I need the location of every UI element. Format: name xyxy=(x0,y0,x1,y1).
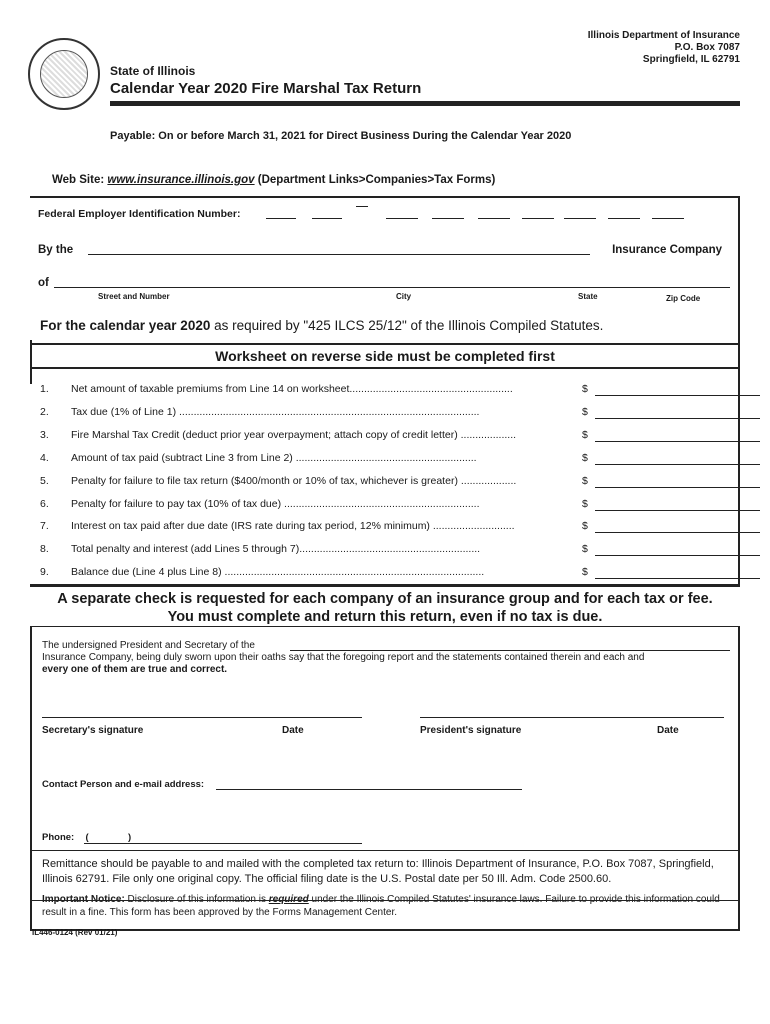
line-text: Net amount of taxable premiums from Line 14 on worksheet........................................................ xyxy=(71,383,513,395)
box-right-border xyxy=(738,626,740,931)
attestation-line1: The undersigned President and Secretary of the xyxy=(42,640,255,651)
city-label: City xyxy=(396,292,412,301)
amount-field[interactable] xyxy=(595,395,760,396)
state-label: State of Illinois xyxy=(110,64,196,78)
amount-field[interactable] xyxy=(595,441,760,442)
fein-field[interactable] xyxy=(564,218,596,219)
fein-separator xyxy=(356,206,368,207)
attestation-line2: Insurance Company, being duly sworn upon their oaths say that the foregoing report and the statements contained therein and each and xyxy=(42,652,645,663)
secretary-signature-field[interactable] xyxy=(42,717,362,718)
separate-check-notice xyxy=(30,590,740,626)
notice-post: result in a fine. This form has been approved by the Forms Management Center. xyxy=(42,907,397,918)
fein-field[interactable] xyxy=(652,218,684,219)
section-divider xyxy=(30,584,740,587)
line-number: 7. xyxy=(40,520,49,532)
website-link[interactable]: www.insurance.illinois.gov xyxy=(107,174,255,186)
line-row xyxy=(40,406,720,422)
line-number: 9. xyxy=(40,566,49,578)
line-number: 6. xyxy=(40,498,49,510)
phone-label: Phone: xyxy=(42,832,75,843)
amount-field[interactable] xyxy=(595,418,760,419)
line-number: 8. xyxy=(40,543,49,555)
line-text: Tax due (1% of Line 1) ....................................................................................................... xyxy=(71,406,480,418)
dollar-sign: $ xyxy=(582,543,588,555)
line-row xyxy=(40,429,720,445)
phone-paren-close: ) xyxy=(127,832,132,843)
form-number: IL446-0124 (Rev 01/21) xyxy=(32,928,118,937)
of-label: of xyxy=(38,277,49,289)
agency-name: Illinois Department of Insurance xyxy=(587,30,740,41)
fein-field[interactable] xyxy=(432,218,464,219)
line-text: Balance due (Line 4 plus Line 8) ......................................................................................... xyxy=(71,566,485,578)
attestation-text xyxy=(42,640,732,676)
president-signature-field[interactable] xyxy=(420,717,724,718)
fein-field[interactable] xyxy=(478,218,510,219)
line-text: Penalty for failure to pay tax (10% of tax due) ................................................................... xyxy=(71,498,480,510)
line-number: 4. xyxy=(40,452,49,464)
line-row xyxy=(40,452,720,468)
worksheet-header: Worksheet on reverse side must be completed first xyxy=(30,343,740,369)
calendar-year-statement xyxy=(40,318,603,333)
fein-field[interactable] xyxy=(312,218,342,219)
line-text: Amount of tax paid (subtract Line 3 from Line 2) .............................................................. xyxy=(71,452,477,464)
section-divider xyxy=(30,850,740,851)
agency-address xyxy=(588,30,740,66)
date-label: Date xyxy=(282,725,304,736)
amount-field[interactable] xyxy=(595,487,760,488)
line-row xyxy=(40,383,720,399)
box-left-border xyxy=(30,626,32,931)
amount-field[interactable] xyxy=(595,464,760,465)
calendar-year-rest: as required by "425 ILCS 25/12" of the Illinois Compiled Statutes. xyxy=(210,318,604,333)
amount-field[interactable] xyxy=(595,578,760,579)
important-notice xyxy=(42,893,732,919)
dollar-sign: $ xyxy=(582,498,588,510)
company-name-field[interactable] xyxy=(88,254,590,255)
line-row xyxy=(40,543,720,559)
amount-field[interactable] xyxy=(595,532,760,533)
separate-check-line1: A separate check is requested for each company of an insurance group and for each tax or fee. xyxy=(57,591,713,607)
amount-field[interactable] xyxy=(595,510,760,511)
line-number: 2. xyxy=(40,406,49,418)
secretary-signature-label: Secretary's signature xyxy=(42,725,144,736)
agency-po-box: P.O. Box 7087 xyxy=(674,42,740,53)
fein-field[interactable] xyxy=(608,218,640,219)
contact-label: Contact Person and e-mail address: xyxy=(42,779,205,790)
dollar-sign: $ xyxy=(582,475,588,487)
fein-field[interactable] xyxy=(266,218,296,219)
contact-field[interactable] xyxy=(216,789,522,790)
state-field-label: State xyxy=(578,292,598,301)
separate-check-line2: You must complete and return this return, even if no tax is due. xyxy=(167,609,603,625)
street-label: Street and Number xyxy=(98,292,170,301)
line-text: Total penalty and interest (add Lines 5 through 7).............................................................. xyxy=(71,543,481,555)
line-text: Penalty for failure to file tax return ($400/month or 10% of tax, whichever is greater) ................... xyxy=(71,475,517,487)
dollar-sign: $ xyxy=(582,452,588,464)
date-label: Date xyxy=(657,725,679,736)
amount-field[interactable] xyxy=(595,555,760,556)
president-signature-label: President's signature xyxy=(420,725,522,736)
fein-field[interactable] xyxy=(386,218,418,219)
remittance-instructions: Remittance should be payable to and mailed with the completed tax return to: Illinois Department of Insurance, P.O. Box 7087, Springfield, Illinois 62791. File only one original copy. The official filing date is the U.S. Postal date per 50 Ill. Adm. Code 2500.60. xyxy=(42,858,714,885)
line-row xyxy=(40,520,720,536)
line-row xyxy=(40,475,720,491)
dollar-sign: $ xyxy=(582,566,588,578)
by-the-label: By the xyxy=(38,244,74,256)
title-rule xyxy=(110,101,740,106)
line-number: 5. xyxy=(40,475,49,487)
section-divider xyxy=(30,626,740,627)
phone-line xyxy=(42,832,131,843)
calendar-year-bold: For the calendar year 2020 xyxy=(40,318,211,333)
payable-notice: Payable: On or before March 31, 2021 for Direct Business During the Calendar Year 2020 xyxy=(110,130,572,142)
line-text: Interest on tax paid after due date (IRS rate during tax period, 12% minimum) ............................ xyxy=(71,520,515,532)
address-field[interactable] xyxy=(54,287,730,288)
section-divider xyxy=(30,900,740,901)
website-line xyxy=(52,174,495,186)
insurance-company-label: Insurance Company xyxy=(612,244,722,256)
attestation-line3: every one of them are true and correct. xyxy=(42,664,228,675)
line-number: 1. xyxy=(40,383,49,395)
form-title: Calendar Year 2020 Fire Marshal Tax Return xyxy=(110,80,422,97)
dollar-sign: $ xyxy=(582,429,588,441)
phone-field[interactable] xyxy=(84,843,362,844)
line-text: Fire Marshal Tax Credit (deduct prior year overpayment; attach copy of credit letter) ................... xyxy=(71,429,517,441)
zip-label: Zip Code xyxy=(666,294,701,303)
bottom-border xyxy=(30,929,740,931)
line-row xyxy=(40,566,720,582)
website-label: Web Site: xyxy=(52,174,108,186)
fein-label: Federal Employer Identification Number: xyxy=(38,208,241,220)
dollar-sign: $ xyxy=(582,520,588,532)
phone-paren-open: ( xyxy=(85,832,89,843)
dollar-sign: $ xyxy=(582,383,588,395)
company-name-field[interactable] xyxy=(290,650,730,651)
state-seal-image xyxy=(28,38,100,110)
website-path: (Department Links>Companies>Tax Forms) xyxy=(257,174,496,186)
line-row xyxy=(40,498,720,514)
line-number: 3. xyxy=(40,429,49,441)
fein-field[interactable] xyxy=(522,218,554,219)
agency-city: Springfield, IL 62791 xyxy=(642,54,740,65)
dollar-sign: $ xyxy=(582,406,588,418)
